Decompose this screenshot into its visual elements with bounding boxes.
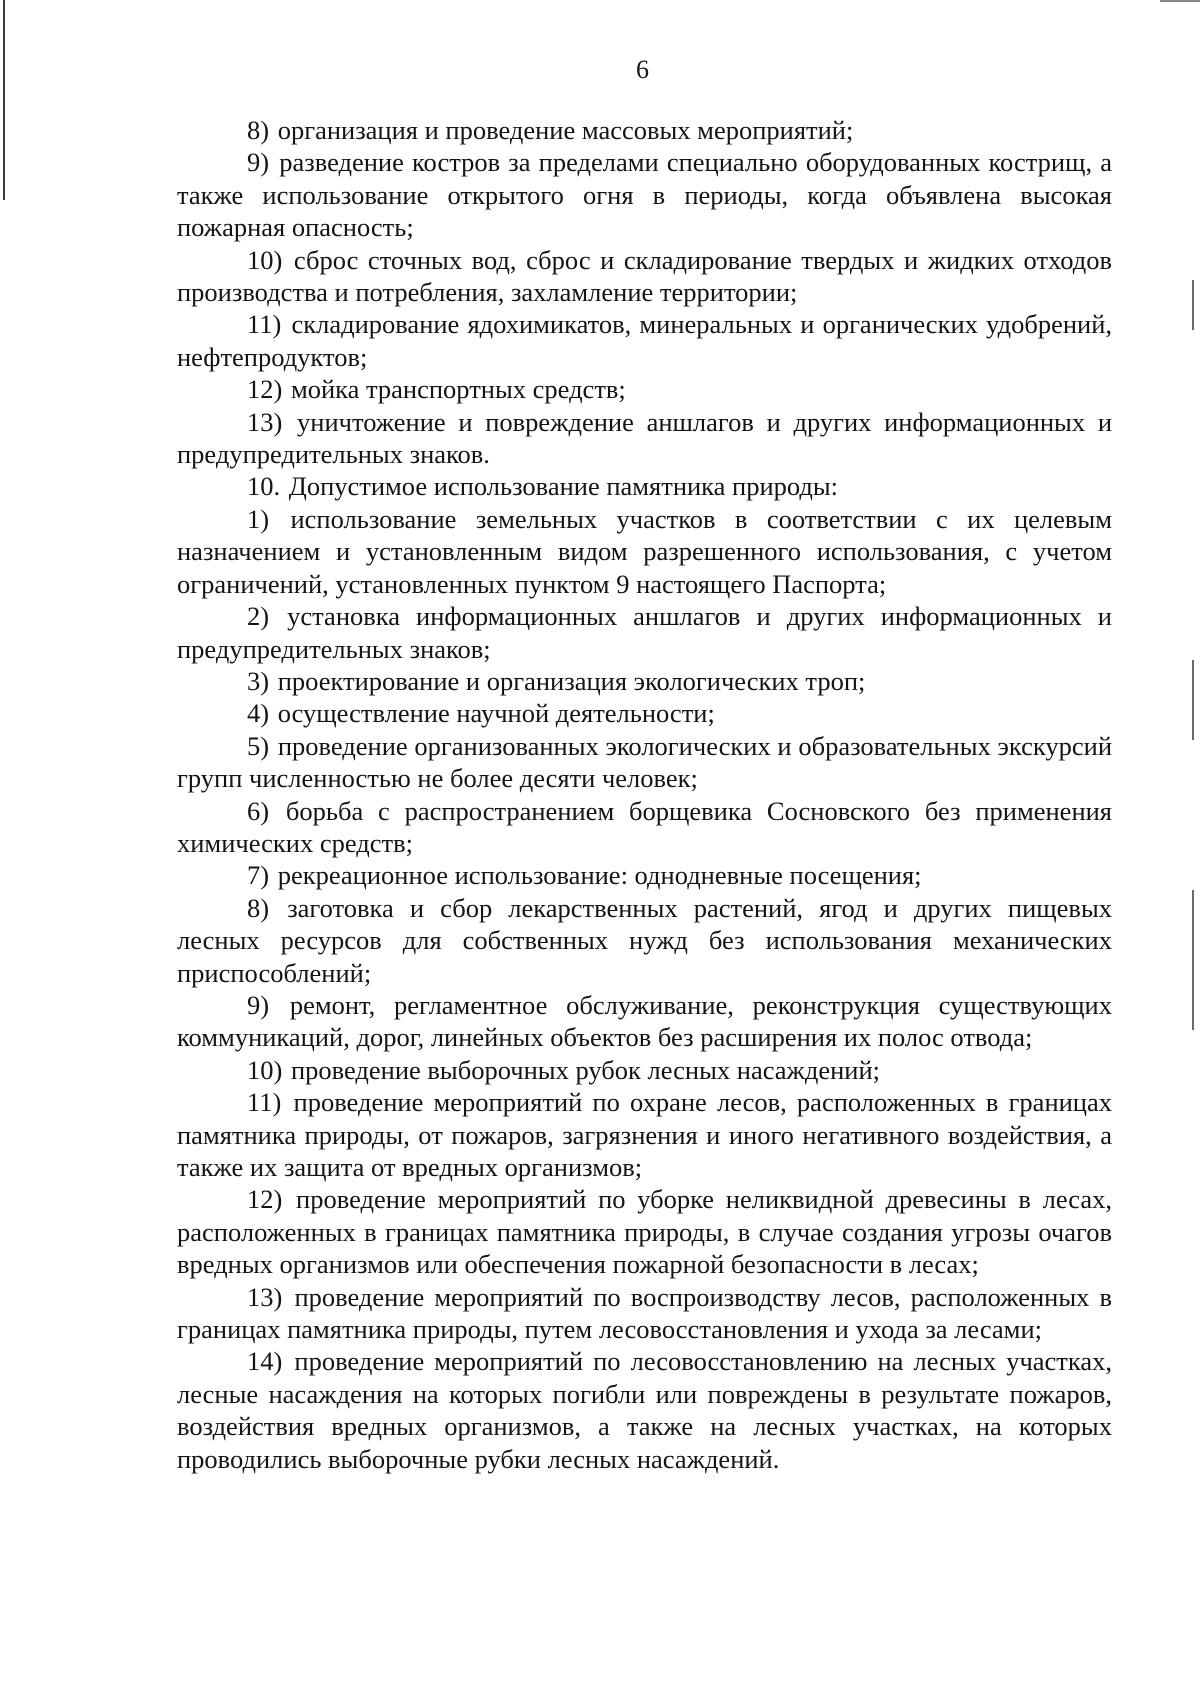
list-item (177, 892, 1112, 989)
item-number: 10) (247, 1054, 283, 1085)
item-number: 9) (247, 147, 270, 178)
list-item (177, 859, 1112, 891)
list-item (177, 1345, 1112, 1475)
item-text: проектирование и организация экологических троп; (277, 665, 866, 696)
item-text: проведение выборочных рубок лесных насаждений; (290, 1054, 881, 1085)
list-item (177, 697, 1112, 729)
item-number: 8) (247, 892, 270, 923)
item-text: мойка транспортных средств; (290, 374, 626, 405)
list-item (177, 1281, 1112, 1346)
item-text: проведение мероприятий по воспроизводству лесов, расположенных в границах памятника природы, путем лесовосстановления и ухода за лесами; (177, 1281, 1113, 1345)
item-number: 12) (247, 374, 283, 405)
list-item (177, 244, 1112, 309)
scan-edge-mark (1192, 890, 1194, 1030)
item-number: 3) (247, 665, 270, 696)
scan-edge-mark (1192, 660, 1194, 740)
item-text: борьба с распространением борщевика Сосновского без применения химических средств; (177, 795, 1112, 858)
item-text: сброс сточных вод, сброс и складирование твердых и жидких отходов производства и потребления, захламление территории; (177, 244, 1112, 308)
item-text: рекреационное использование: однодневные посещения; (277, 860, 922, 891)
item-text: уничтожение и повреждение аншлагов и других информационных и предупредительных знаков. (177, 406, 1112, 470)
list-item (177, 114, 1112, 146)
item-number: 8) (247, 115, 270, 145)
item-text: складирование ядохимикатов, минеральных и органических удобрений, нефтепродуктов; (177, 309, 1112, 372)
item-text: заготовка и сбор лекарственных растений, ягод и других пищевых лесных ресурсов для собственных нужд без использования механических приспособлений; (177, 892, 1113, 988)
page-number: 6 (636, 55, 649, 84)
section-number: 10. (247, 471, 281, 502)
list-item (177, 665, 1112, 697)
scan-edge-mark (1160, 0, 1200, 2)
item-text: установка информационных аншлагов и других информационных и предупредительных знаков; (177, 601, 1112, 664)
document-body (177, 114, 1112, 1475)
list-item (177, 373, 1112, 405)
list-item (177, 308, 1112, 373)
item-text: ремонт, регламентное обслуживание, реконструкция существующих коммуникаций, дорог, линейных объектов без расширения их полос отвода; (177, 989, 1112, 1053)
item-number: 14) (247, 1346, 283, 1377)
item-number: 1) (247, 503, 270, 534)
list-item (177, 989, 1112, 1054)
item-number: 4) (247, 698, 270, 729)
item-text: организация и проведение массовых мероприятий; (277, 115, 854, 145)
item-number: 13) (247, 406, 283, 437)
item-text: проведение мероприятий по уборке неликвидной древесины в лесах, расположенных в границах памятника природы, в случае создания угрозы очагов вредных организмов или обеспечения пожарной безопасности в лесах; (177, 1184, 1113, 1280)
item-number: 7) (247, 860, 270, 891)
item-number: 11) (247, 1087, 282, 1118)
list-item (177, 795, 1112, 860)
item-text: использование земельных участков в соответствии с их целевым назначением и установленным видом разрешенного использования, с учетом ограничений, установленных пунктом 9 настоящего Паспорта; (177, 503, 1113, 599)
list-item (177, 406, 1112, 471)
section-heading (177, 470, 1112, 502)
list-item (177, 730, 1112, 795)
item-number: 2) (247, 601, 270, 632)
item-number: 5) (247, 730, 270, 761)
item-number: 11) (247, 309, 282, 340)
list-item (177, 503, 1112, 600)
section-text: Допустимое использование памятника природы: (288, 471, 839, 502)
list-item (177, 146, 1112, 243)
list-item (177, 1086, 1112, 1183)
item-text: проведение организованных экологических и образовательных экскурсий групп численностью не более десяти человек; (177, 730, 1112, 794)
scan-edge-mark (1192, 280, 1194, 330)
scan-edge-mark (3, 0, 5, 200)
item-text: осуществление научной деятельности; (277, 698, 715, 729)
list-item (177, 1183, 1112, 1280)
item-text: проведение мероприятий по охране лесов, расположенных в границах памятника природы, от пожаров, загрязнения и иного негативного воздействия, а также их защита от вредных организмов; (177, 1087, 1113, 1182)
item-number: 6) (247, 795, 270, 826)
list-item (177, 600, 1112, 665)
item-number: 12) (247, 1184, 283, 1215)
item-number: 9) (247, 989, 270, 1020)
list-item (177, 1054, 1112, 1086)
item-text: разведение костров за пределами специально оборудованных кострищ, а также использование открытого огня в периоды, когда объявлена высокая пожарная опасность; (177, 147, 1112, 243)
item-text: проведение мероприятий по лесовосстановлению на лесных участках, лесные насаждения на которых погибли или повреждены в результате пожаров, воздействия вредных организмов, а также на лесных участках, на которых проводились выборочные рубки лесных насаждений. (177, 1346, 1112, 1474)
item-number: 13) (247, 1281, 283, 1312)
item-number: 10) (247, 244, 283, 275)
